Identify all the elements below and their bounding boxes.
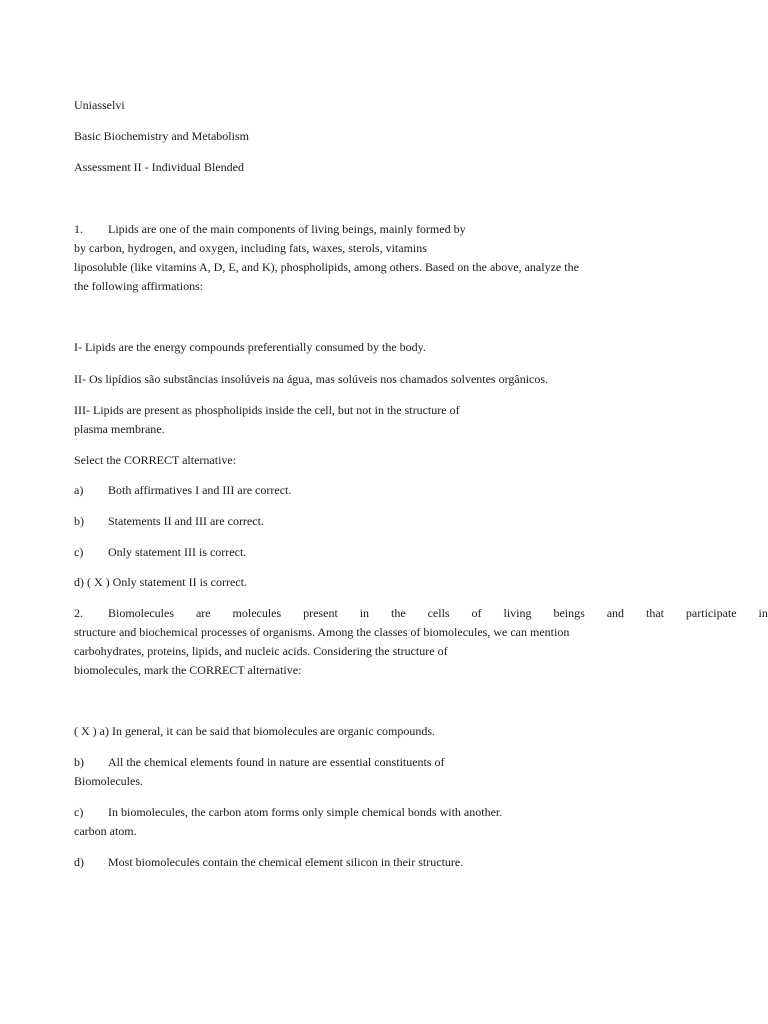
word: that [645,606,664,620]
option-text: All the chemical elements found in nature are essential constituents of [108,755,445,769]
q1-stem-line: the following affirmations: [74,279,204,293]
word: in [758,606,768,620]
institution-name: Uniasselvi [74,98,125,112]
q1-stem-line: by carbon, hydrogen, and oxygen, including fats, waxes, sterols, vitamins [74,241,427,255]
q1-affirmation-3: III- Lipids are present as phospholipids inside the cell, but not in the structure of [74,403,460,417]
word: Biomolecules [108,606,174,620]
q1-affirmation-1: I- Lipids are the energy compounds preferentially consumed by the body. [74,340,426,354]
word: molecules [232,606,282,620]
word: present [303,606,338,620]
q1-prompt: Select the CORRECT alternative: [74,453,237,467]
word: living [503,606,532,620]
word: beings [553,606,585,620]
option-text: Only statement III is correct. [108,545,247,559]
option-letter: b) [74,514,84,528]
q1-affirmation-2: II- Os lipídios são substâncias insolúveis na água, mas solúveis nos chamados solventes orgânicos. [74,372,549,386]
word: the [391,606,406,620]
q2-option-c-cont: carbon atom. [74,824,137,838]
option-text: Most biomolecules contain the chemical element silicon in their structure. [108,855,464,869]
word: in [359,606,370,620]
option-letter: d) [74,855,84,869]
option-letter: c) [74,545,84,559]
option-letter: a) [74,483,84,497]
q2-justified-line [108,606,768,620]
option-text: Statements II and III are correct. [108,514,264,528]
option-text: In biomolecules, the carbon atom forms only simple chemical bonds with another. [108,805,503,819]
q1-stem-line: liposoluble (like vitamins A, D, E, and K), phospholipids, among others. Based on the above, analyze the [74,260,579,274]
q2-stem-line: biomolecules, mark the CORRECT alternative: [74,663,302,677]
q2-number: 2. [74,606,83,620]
q2-marked-answer: ( X ) a) In general, it can be said that biomolecules are organic compounds. [74,724,435,738]
word: and [606,606,625,620]
word: participate [685,606,737,620]
option-text: Both affirmatives I and III are correct. [108,483,292,497]
q2-option-b-cont: Biomolecules. [74,774,143,788]
q1-marked-answer: d) ( X ) Only statement II is correct. [74,575,247,589]
course-title: Basic Biochemistry and Metabolism [74,129,249,143]
word: of [471,606,482,620]
q1-stem-line: Lipids are one of the main components of living beings, mainly formed by [108,222,466,236]
q1-affirmation-3-cont: plasma membrane. [74,422,165,436]
word: cells [427,606,450,620]
q2-stem-line: carbohydrates, proteins, lipids, and nucleic acids. Considering the structure of [74,644,448,658]
option-letter: c) [74,805,84,819]
word: are [195,606,211,620]
q2-stem-line: structure and biochemical processes of organisms. Among the classes of biomolecules, we can mention [74,625,570,639]
assessment-title: Assessment II - Individual Blended [74,160,244,174]
q1-number: 1. [74,222,83,236]
option-letter: b) [74,755,84,769]
